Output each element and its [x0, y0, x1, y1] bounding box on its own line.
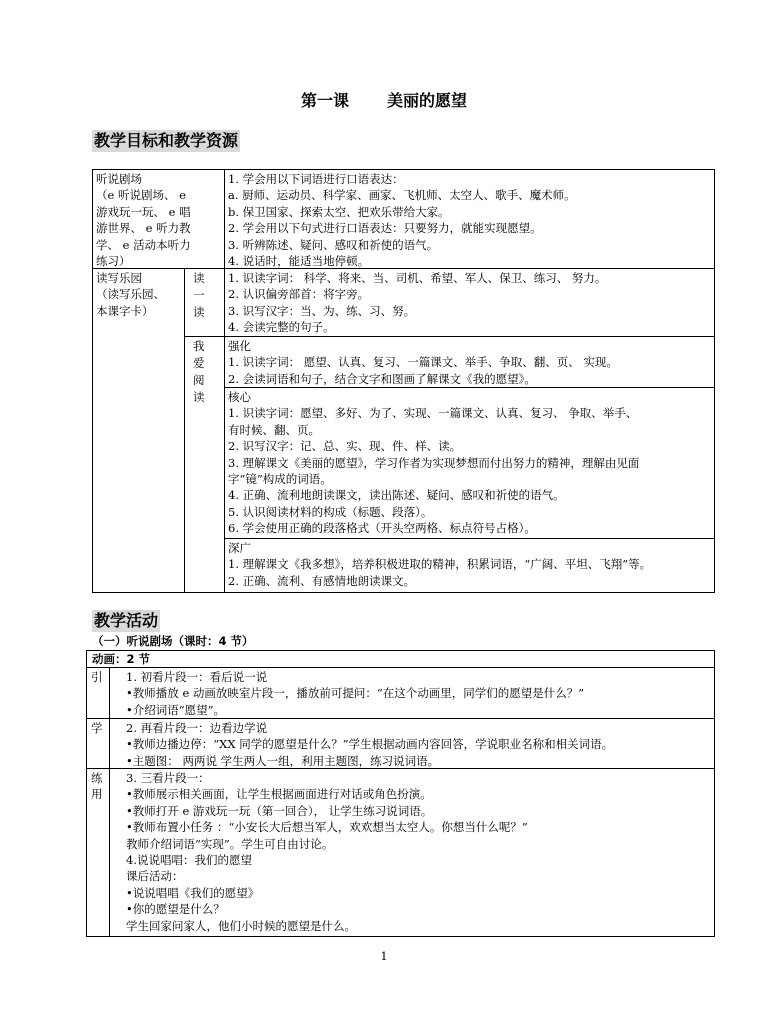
activity-line: •说说唱唱《我们的愿望》 — [126, 885, 260, 900]
activity-label-yin — [91, 669, 103, 685]
goal-line: 6. 学会使用正确的段落格式（开头空两格、标点符号占格）。 — [228, 521, 536, 536]
goal-line: 4. 正确、流利地朗读课文，读出陈述、疑问、感叹和祈使的语气。 — [228, 488, 565, 503]
goal-line: 4. 会读完整的句子。 — [228, 320, 335, 335]
hexin-goals — [228, 389, 639, 537]
shenguang-goals — [228, 540, 651, 589]
activity-row-lianyong — [126, 770, 528, 934]
listen-label-line: 游戏玩一玩、 e 唱 — [96, 204, 191, 219]
vertical-char: 爱 — [193, 356, 205, 370]
goal-line: 有时候、翻、页。 — [228, 422, 320, 437]
lesson-name: 美丽的愿望 — [387, 91, 468, 110]
goal-line: 1. 识读字词：愿望、多好、为了、实现、一篇课文、认真、复习、 争取、举手、 — [228, 406, 638, 421]
goal-line: 1. 理解课文《我多想》，培养积极进取的精神，积累词语，“广阔、平坦、飞翔”等。 — [228, 557, 652, 572]
activity-line: 4.说说唱唱：我们的愿望 — [126, 853, 252, 868]
woaiyuedu-label — [193, 338, 205, 406]
vertical-char: 引 — [91, 670, 103, 684]
activity-label-lianyong — [91, 770, 103, 803]
section-heading-activities: 教学活动 — [94, 611, 159, 630]
activity-line: •教师播放 e 动画放映室片段一，播放前可提问：“在这个动画里，同学们的愿望是什么？” — [126, 686, 585, 701]
activity-line: 学生回家问家人，他们小时候的愿望是什么。 — [126, 918, 356, 933]
activity-line: •教师边播边停：“XX 同学的愿望是什么？”学生根据动画内容回答，学说职业名称和相关词语。 — [126, 737, 614, 752]
lesson-title — [0, 88, 768, 111]
page-number: 1 — [380, 950, 388, 963]
goal-line: a. 厨师、运动员、科学家、画家、飞机师、太空人、歌手、魔术师。 — [228, 188, 576, 203]
vertical-char: 读 — [193, 390, 205, 404]
level-heading: 强化 — [228, 339, 251, 353]
goal-line: 字“镜”构成的词语。 — [228, 472, 332, 487]
activity-line: •教师打开 e 游戏玩一玩（第一回合）， 让学生练习说词语。 — [126, 803, 433, 818]
activity-line: •你的愿望是什么？ — [126, 902, 225, 917]
goal-line: 2. 认识偏旁部首：将字旁。 — [228, 287, 370, 302]
listen-label-line: 练习） — [96, 254, 131, 269]
activity-line: 1. 初看片段一：看后说一说 — [126, 670, 268, 684]
activity-line: 3. 三看片段一： — [126, 771, 210, 785]
activity-row-xue — [126, 720, 613, 769]
listen-label-line: 游世界、 e 听力教 — [96, 221, 191, 236]
activity-row-yin — [126, 669, 584, 718]
activity-line: 课后活动： — [126, 869, 184, 884]
activity-line: •教师布置小任务 ：“小安长大后想当军人，欢欢想当太空人。你想当什么呢？” — [126, 820, 528, 835]
listen-goals — [228, 171, 576, 269]
goal-line: 3. 理解课文《美丽的愿望》，学习作者为实现梦想而付出努力的精神，理解由见面 — [228, 455, 640, 470]
goal-line: b. 保卫国家、探索太空、把欢乐带给大家。 — [228, 204, 450, 219]
activity-line: •教师展示相关画面，让学生根据画面进行对话或角色扮演。 — [126, 787, 432, 802]
goal-line: 2. 正确、流利、有感情地朗读课文。 — [228, 573, 416, 588]
vertical-char: 用 — [91, 787, 103, 802]
listen-label-line: 听说剧场 — [96, 172, 142, 186]
activity-line: 教师介绍词语“实现”。学生可自由讨论。 — [126, 836, 334, 851]
goal-line: 3. 听辨陈述、疑问、感叹和祈使的语气。 — [228, 237, 439, 252]
duyidu-label — [193, 270, 205, 321]
goal-line: 1. 识读字词： 愿望、认真、复习、一篇课文、举手、争取、翻、页、 实现。 — [228, 355, 618, 370]
vertical-char: 我 — [193, 339, 205, 353]
goal-line: 5. 认识阅读材料的构成（标题、段落）。 — [228, 504, 433, 519]
goal-line: 2. 识写汉字：记、总、实、现、件、样、读。 — [228, 439, 462, 454]
vertical-char: 阅 — [193, 373, 205, 387]
reading-label-line: 本课字卡） — [96, 303, 154, 318]
goal-line: 4. 说话时，能适当地停顿。 — [228, 254, 370, 269]
goal-line: 1. 学会用以下词语进行口语表达： — [228, 172, 404, 186]
reading-label-line: （读写乐园、 — [96, 287, 165, 302]
level-heading: 核心 — [228, 390, 251, 404]
activity-line: •主题图： 两两说 学生两人一组，利用主题图，练习说词语。 — [126, 753, 440, 768]
activities-header: 动画：2 节 — [92, 652, 151, 666]
activity-label-xue — [91, 720, 103, 736]
activity-line: 2. 再看片段一：边看边学说 — [126, 721, 268, 735]
lesson-number: 第一课 — [300, 91, 349, 110]
reading-label-line: 读写乐园 — [96, 271, 142, 285]
vertical-char: 练 — [91, 771, 103, 785]
goal-line: 2. 学会用以下句式进行口语表达：只要努力，就能实现愿望。 — [228, 221, 542, 236]
vertical-char: 读 — [193, 271, 205, 285]
vertical-char: 一 — [193, 288, 205, 302]
goal-line: 2. 会读词语和句子，结合文字和图画了解课文《我的愿望》。 — [228, 371, 536, 386]
goal-line: 3. 识写汉字：当、为、练、习、努。 — [228, 303, 416, 318]
listen-label — [96, 171, 191, 269]
vertical-char: 学 — [91, 721, 103, 735]
vertical-char: 读 — [193, 305, 205, 319]
goal-line: 1. 识读字词： 科学、将来、当、司机、希望、军人、保卫、练习、 努力。 — [228, 271, 607, 285]
reading-label — [96, 270, 165, 319]
listen-label-line: 学、 e 活动本听力 — [96, 237, 191, 252]
qianghua-goals — [228, 338, 618, 387]
duyidu-goals — [228, 270, 606, 336]
activity-line: •介绍词语“愿望”。 — [126, 702, 226, 717]
subheading-listen-theatre: （一）听说剧场（课时：4 节） — [92, 634, 254, 648]
section-heading-goals: 教学目标和教学资源 — [94, 131, 239, 150]
level-heading: 深广 — [228, 541, 251, 555]
listen-label-line: （e 听说剧场、 e — [96, 188, 186, 203]
